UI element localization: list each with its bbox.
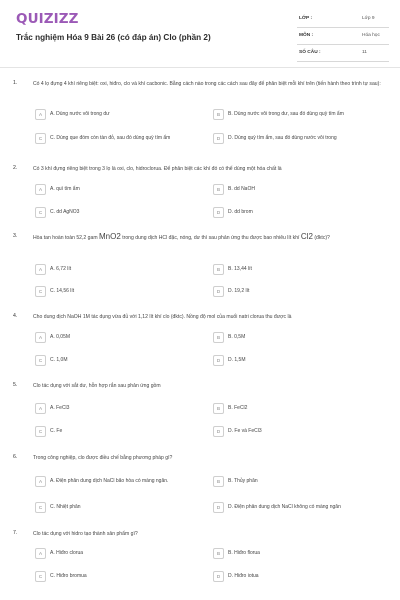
option-d[interactable] — [213, 353, 246, 367]
option-c[interactable] — [35, 353, 68, 367]
option-letter-badge: A — [35, 476, 46, 487]
option-text: C. Dùng que đóm còn tàn đỏ, sau đó dùng quỳ tím ẩm — [50, 134, 171, 141]
option-a[interactable] — [35, 401, 69, 415]
option-letter-badge: A — [35, 264, 46, 275]
option-b[interactable] — [213, 262, 252, 276]
option-letter-badge: A — [35, 332, 46, 343]
question-text: Clo tác dụng với hidro tạo thành sản phẩm gì? — [33, 531, 138, 537]
question-number: 4. — [13, 313, 18, 319]
option-text: B. 13,44 lít — [228, 265, 252, 272]
option-letter-badge: B — [213, 476, 224, 487]
option-letter-badge: D — [213, 426, 224, 437]
worksheet-header — [0, 0, 400, 64]
option-b[interactable] — [213, 474, 258, 488]
option-a[interactable] — [35, 107, 109, 121]
option-b[interactable] — [213, 546, 260, 560]
option-text: A. 6,72 lít — [50, 265, 72, 272]
option-text: B. dd NaOH — [228, 185, 255, 192]
question-text: Clo tác dụng với sắt dư, hỗn hợp rắn sau phản ứng gồm — [33, 383, 161, 389]
option-a[interactable] — [35, 546, 83, 560]
question-number: 2. — [13, 165, 18, 171]
option-letter-badge: C — [35, 571, 46, 582]
header-divider — [0, 67, 400, 68]
option-letter-badge: C — [35, 207, 46, 218]
option-b[interactable] — [213, 401, 247, 415]
option-text: A. quì tím ẩm — [50, 185, 80, 192]
option-letter-badge: C — [35, 502, 46, 513]
option-a[interactable] — [35, 182, 80, 196]
question-number: 7. — [13, 530, 18, 536]
question-text-part: trong dung dịch HCl đặc, nóng, dư thì sau phản ứng thu được bao nhiêu lít khí — [120, 235, 301, 241]
option-text: B. Thủy phân — [228, 477, 258, 484]
option-letter-badge: D — [213, 502, 224, 513]
question-text — [33, 233, 388, 242]
formula-cl2: Cl2 — [300, 232, 313, 241]
option-text: B. 0,5M — [228, 333, 246, 340]
option-letter-badge: B — [213, 184, 224, 195]
question-number: 3. — [13, 233, 18, 239]
option-letter-badge: C — [35, 355, 46, 366]
option-text: D. dd brom — [228, 208, 253, 215]
quizizz-logo: QUIZIZZ — [16, 11, 79, 27]
option-d[interactable] — [213, 424, 262, 438]
option-letter-badge: C — [35, 133, 46, 144]
option-text: D. Hiđro iotua — [228, 572, 259, 579]
option-text: C. Fe — [50, 427, 63, 434]
option-a[interactable] — [35, 471, 207, 491]
option-b[interactable] — [213, 182, 255, 196]
option-b[interactable] — [213, 330, 245, 344]
option-d[interactable] — [213, 131, 337, 145]
option-a[interactable] — [35, 262, 71, 276]
option-letter-badge: C — [35, 286, 46, 297]
option-text: A. FeCl3 — [50, 404, 70, 411]
formula-mno2: MnO2 — [99, 232, 121, 241]
option-text: D. Điện phân dung dịch NaCl không có màng ngăn — [228, 503, 341, 510]
option-text: B. Dùng nước vôi trong dư, sau đó dùng quỳ tím ẩm — [228, 110, 344, 117]
worksheet-meta — [297, 14, 389, 65]
option-text: D. Fe và FeCl3 — [228, 427, 262, 434]
option-c[interactable] — [35, 284, 74, 298]
option-letter-badge: B — [213, 264, 224, 275]
meta-value: 11 — [362, 50, 367, 55]
option-d[interactable] — [213, 284, 249, 298]
meta-label: LỚP : — [299, 16, 313, 21]
question-text: Cho dung dịch NaOH 1M tác dụng vừa đủ với 1,12 lít khí clo (đktc). Nồng độ mol của muối natri clorua thu được là — [33, 314, 292, 320]
option-d[interactable] — [213, 205, 253, 219]
option-text: C. dd AgNO3 — [50, 208, 80, 215]
meta-value: Lớp 9 — [362, 16, 375, 21]
option-c[interactable] — [35, 205, 79, 219]
option-text: C. 14,56 lít — [50, 287, 75, 294]
option-text: A. Điện phân dung dịch NaCl bão hòa có màng ngăn. — [50, 477, 169, 484]
question-text-part: (đktc)? — [312, 235, 330, 241]
meta-label: SỐ CÂU : — [299, 50, 321, 55]
option-c[interactable] — [35, 128, 207, 148]
option-letter-badge: B — [213, 332, 224, 343]
option-text: C. Hiđro bromua — [50, 572, 87, 579]
option-letter-badge: D — [213, 207, 224, 218]
option-letter-badge: D — [213, 133, 224, 144]
option-text: D. 19,2 lít — [228, 287, 250, 294]
question-number: 5. — [13, 382, 18, 388]
question-text: Có 3 khí đựng riêng biệt trong 3 lọ là oxi, clo, hidroclorua. Để phân biệt các khí đó có thể dùng một hóa chất là — [33, 166, 282, 172]
option-letter-badge: D — [213, 286, 224, 297]
option-letter-badge: D — [213, 355, 224, 366]
option-c[interactable] — [35, 500, 81, 514]
option-text: D. Dùng quỳ tím ẩm, sau đó dùng nước vôi trong — [228, 134, 337, 141]
option-letter-badge: A — [35, 403, 46, 414]
option-c[interactable] — [35, 569, 87, 583]
option-text: A. Dùng nước vôi trong dư — [50, 110, 110, 117]
option-text: D. 1,5M — [228, 356, 246, 363]
question-text-part: Hòa tan hoàn toàn 52,2 gam — [33, 235, 99, 241]
option-text: B. Hiđro florua — [228, 549, 260, 556]
question-number: 1. — [13, 80, 18, 86]
option-letter-badge: B — [213, 548, 224, 559]
option-letter-badge: B — [213, 109, 224, 120]
worksheet-title: Trắc nghiệm Hóa 9 Bài 26 (có đáp án) Clo (phần 2) — [16, 33, 211, 42]
option-letter-badge: C — [35, 426, 46, 437]
meta-row-class — [297, 14, 389, 28]
option-letter-badge: D — [213, 571, 224, 582]
option-d[interactable] — [213, 569, 259, 583]
meta-row-count — [297, 48, 389, 62]
question-text: Trong công nghiệp, clo được điều chế bằng phương pháp gì? — [33, 455, 173, 461]
question-number: 6. — [13, 454, 18, 460]
option-c[interactable] — [35, 424, 62, 438]
option-d[interactable] — [213, 500, 341, 514]
meta-row-subject — [297, 31, 389, 45]
option-b[interactable] — [213, 107, 344, 121]
option-letter-badge: B — [213, 403, 224, 414]
option-text: A. 0,05M — [50, 333, 71, 340]
meta-label: MÔN : — [299, 33, 314, 38]
question-text: Có 4 lọ đựng 4 khí riêng biệt: oxi, hiđro, clo và khí cacbonic. Bằng cách nào trong các cách sau đây để phân biệt mỗi khí trên (tiến hành theo trình tự sau): — [33, 81, 381, 87]
option-letter-badge: A — [35, 109, 46, 120]
meta-value: Hóa học — [362, 33, 380, 38]
option-text: B. FeCl2 — [228, 404, 248, 411]
option-letter-badge: A — [35, 184, 46, 195]
option-letter-badge: A — [35, 548, 46, 559]
option-text: C. 1,0M — [50, 356, 68, 363]
option-a[interactable] — [35, 330, 70, 344]
option-text: C. Nhiệt phân — [50, 503, 81, 510]
option-text: A. Hiđro clorua — [50, 549, 84, 556]
